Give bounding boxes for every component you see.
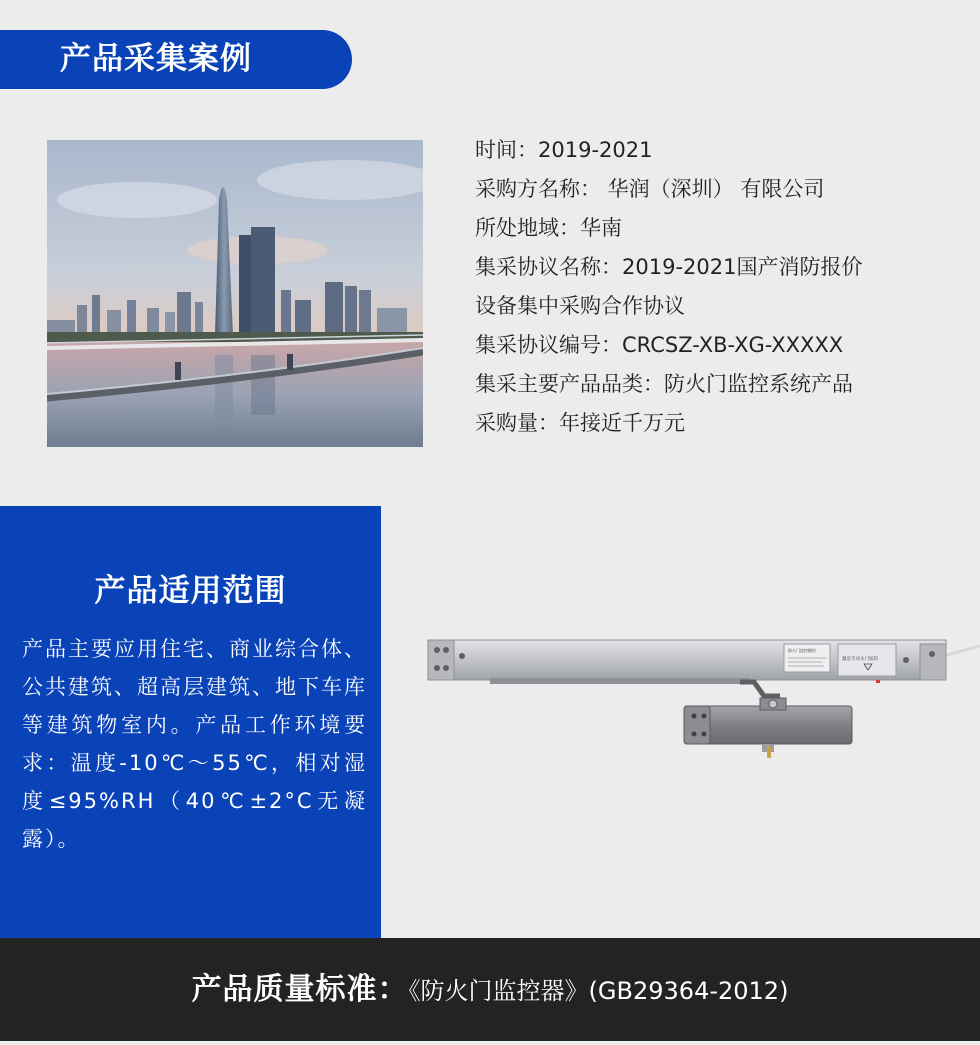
case-info-line: 集采协议编号：CRCSZ-XB-XG-XXXXX: [475, 333, 844, 357]
scope-title: 产品适用范围: [94, 573, 287, 609]
module-label-text: 防火门监控模块: [788, 648, 816, 653]
scope-description: 产品主要应用住宅、商业综合体、公共建筑、超高层建筑、地下车库等建筑物室内。产品工作环境要求：温度-10℃～55℃，相对湿度≤95%RH（40℃±2°C无凝露）。: [22, 637, 367, 851]
quality-standard-value: 《防火门监控器》(GB29364-2012): [408, 977, 789, 1005]
case-section-header: [0, 30, 352, 89]
case-info-line: 设备集中采购合作协议: [475, 294, 685, 318]
case-info-line: 时间：2019-2021: [475, 138, 653, 162]
manual-close-label-text: 紧急手动关门按钮: [842, 657, 878, 662]
case-info-list: [475, 131, 945, 443]
case-section-title: 产品采集案例: [60, 41, 252, 77]
door-closer-product-image: [424, 628, 980, 760]
footer-bar: [0, 938, 980, 1041]
city-skyline-photo: [47, 140, 423, 447]
case-info-line: 所处地域：华南: [475, 216, 622, 240]
case-info-line: 采购量：年接近千万元: [475, 411, 685, 435]
case-info-line: 采购方名称： 华润（深圳） 有限公司: [475, 177, 825, 201]
case-info-line: 集采主要产品品类：防火门监控系统产品: [475, 372, 853, 396]
case-info-line: 集采协议名称：2019-2021国产消防报价: [475, 255, 863, 279]
quality-standard-label: 产品质量标准：: [191, 972, 409, 1007]
